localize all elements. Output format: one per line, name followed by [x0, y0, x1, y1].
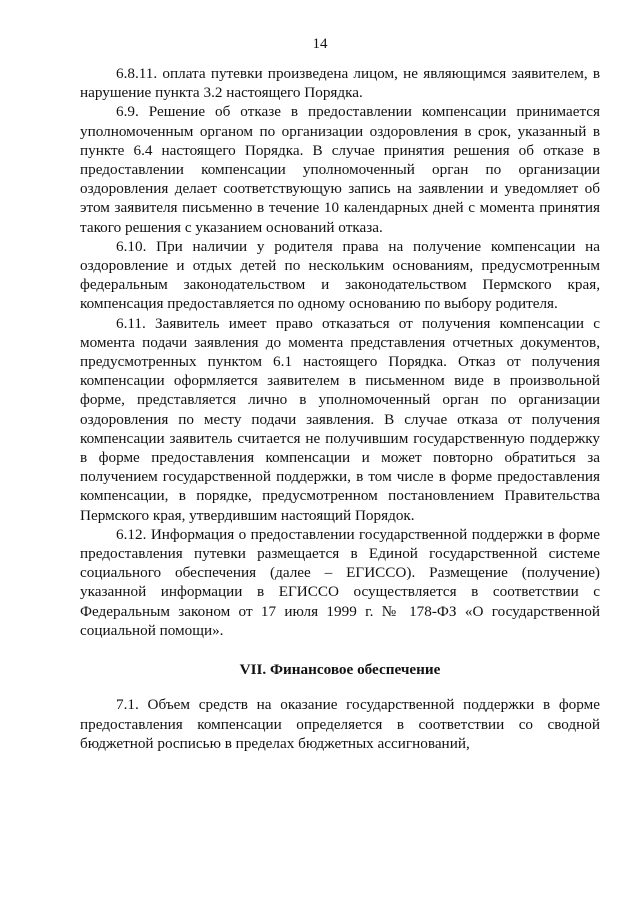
paragraph-6-9: 6.9. Решение об отказе в предоставлении компенсации принимается уполномоченным органом по организации оздоровления в срок, указанный в пункте 6.4 настоящего Порядка. В случае принятия решения об отказе в предоставлении компенсации уполномоченный орган по организации оздоровления делает соответствующую запись на заявлении и уведомляет об этом заявителя письменно в течение 10 календарных дней с момента принятия такого решения с указанием оснований отказа. — [80, 103, 600, 236]
page-number: 14 — [312, 36, 328, 52]
paragraph-7-1: 7.1. Объем средств на оказание государственной поддержки в форме предоставления компенсации определяется в соответствии со сводной бюджетной росписью в пределах бюджетных ассигнований, — [80, 696, 600, 752]
document-body — [80, 64, 600, 753]
paragraph-6-8-11: 6.8.11. оплата путевки произведена лицом, не являющимся заявителем, в нарушение пункта 3.2 настоящего Порядка. — [80, 65, 600, 102]
paragraph-6-10: 6.10. При наличии у родителя права на получение компенсации на оздоровление и отдых детей по нескольким основаниям, предусмотренным федеральным законодательством и законодательством Пермского края, компенсация предоставляется по одному основанию по выбору родителя. — [80, 237, 600, 313]
paragraph-6-11: 6.11. Заявитель имеет право отказаться от получения компенсации с момента подачи заявления до момента представления отчетных документов, предусмотренных пунктом 6.1 настоящего Порядка. Отказ от получения компенсации оформляется заявителем в письменном виде в произвольной форме, представляется лично в уполномоченный орган по организации оздоровления по месту подачи заявления. В случае отказа от получения компенсации заявитель считается не получившим государственную поддержку в форме предоставления компенсации и может повторно обратиться за получением государственной поддержки, в том числе в форме предоставления компенсации, в порядке, предусмотренном постановлением Правительства Пермского края, утвердившим настоящий Порядок. — [80, 314, 600, 524]
paragraph-6-12: 6.12. Информация о предоставлении государственной поддержки в форме предоставления путевки размещается в Единой государственной системе социального обеспечения (далее – ЕГИССО). Размещение (получение) указанной информации в ЕГИССО осуществляется в соответствии с Федеральным законом от 17 июля 1999 г. № 178-ФЗ «О государственной социальной помощи». — [80, 525, 600, 639]
section-heading: VII. Финансовое обеспечение — [239, 661, 441, 679]
